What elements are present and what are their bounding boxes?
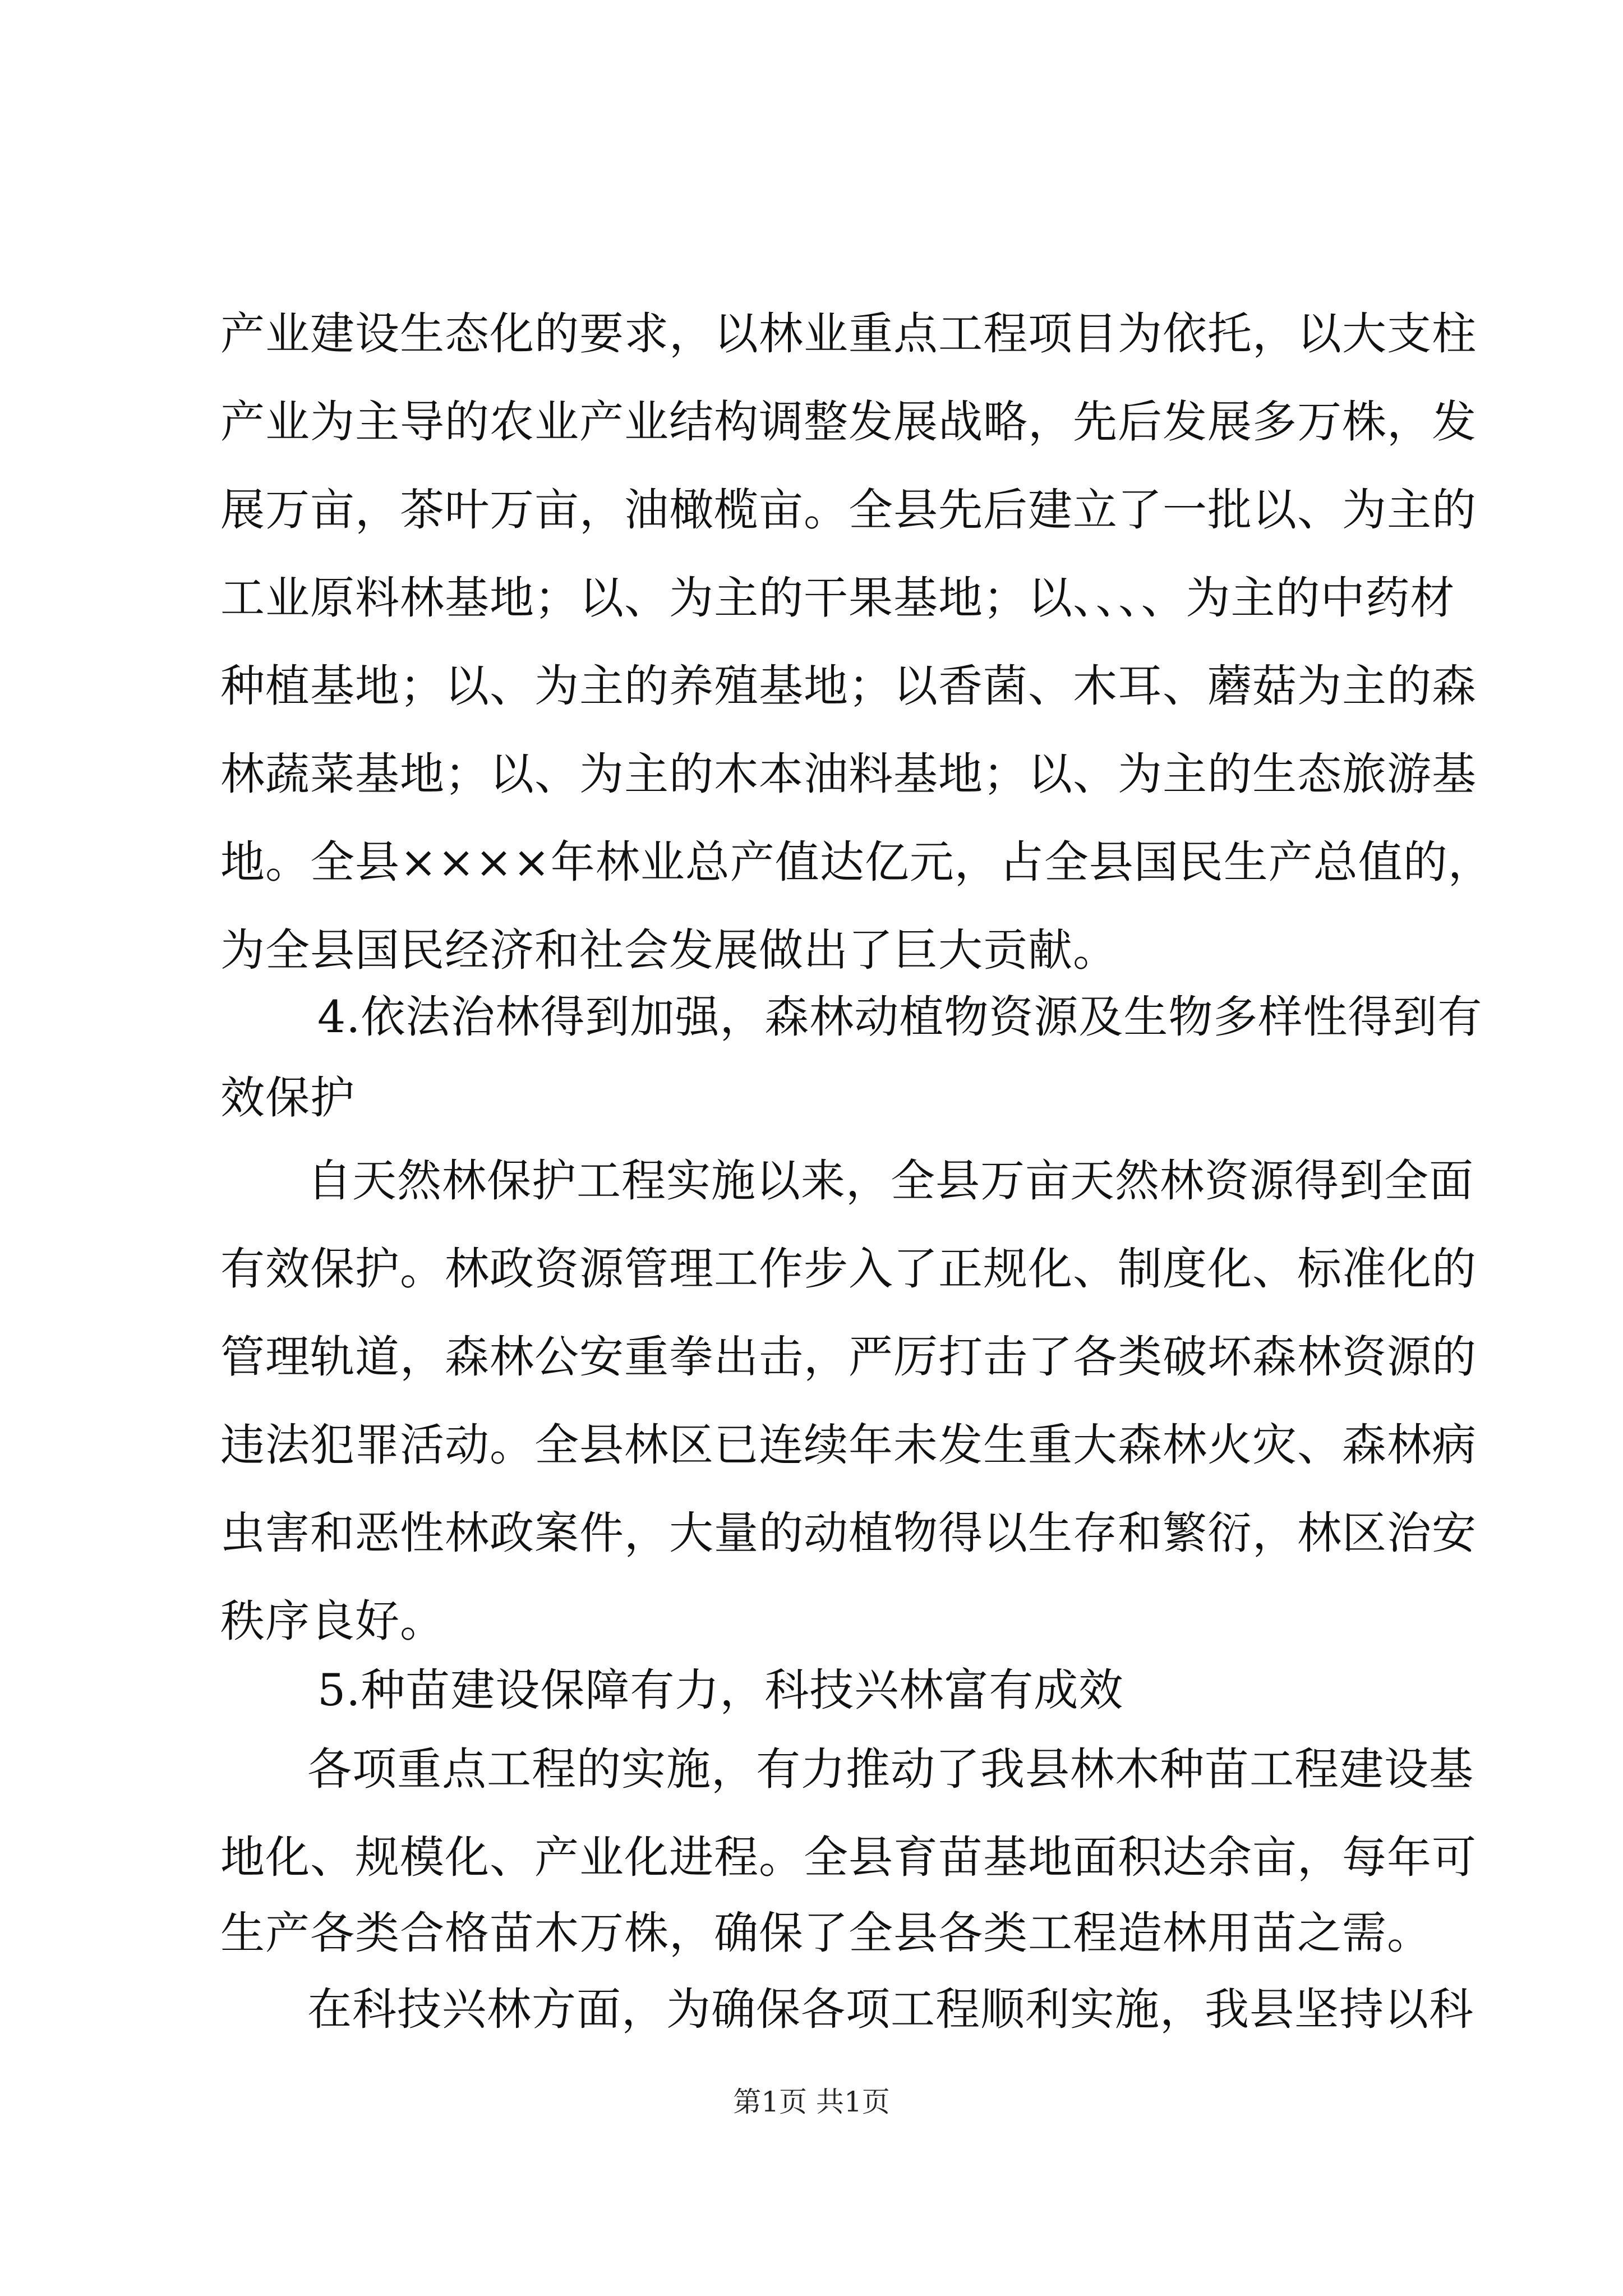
body-line: 生产各类合格苗木万株，确保了全县各类工程造林用苗之需。 bbox=[220, 1907, 1432, 1959]
body-line: 自天然林保护工程实施以来，全县万亩天然林资源得到全面 bbox=[307, 1155, 1474, 1207]
page-footer: 第1页 共1页 bbox=[733, 2086, 890, 2118]
body-line: 地化、规模化、产业化进程。全县育苗基地面积达余亩，每年可 bbox=[220, 1832, 1477, 1883]
body-line: 为全县国民经济和社会发展做出了巨大贡献。 bbox=[220, 924, 1118, 976]
section-heading: 5.种苗建设保障有力，科技兴林富有成效 bbox=[317, 1664, 1124, 1716]
body-line: 各项重点工程的实施，有力推动了我县林木种苗工程建设基 bbox=[307, 1743, 1474, 1795]
section-heading-continuation: 效保护 bbox=[220, 1072, 355, 1124]
body-line: 虫害和恶性林政案件，大量的动植物得以生存和繁衍，林区治安 bbox=[220, 1507, 1477, 1559]
body-line: 种植基地；以、为主的养殖基地；以香菌、木耳、蘑菇为主的森 bbox=[220, 660, 1477, 712]
body-line: 地。全县××××年林业总产值达亿元，占全县国民生产总值的， bbox=[220, 836, 1493, 888]
body-line: 展万亩，茶叶万亩，油橄榄亩。全县先后建立了一批以、为主的 bbox=[220, 484, 1477, 536]
body-line: 产业建设生态化的要求，以林业重点工程项目为依托，以大支柱 bbox=[220, 308, 1477, 360]
body-line: 林蔬菜基地；以、为主的木本油料基地；以、为主的生态旅游基 bbox=[220, 748, 1477, 800]
body-line: 在科技兴林方面，为确保各项工程顺利实施，我县坚持以科 bbox=[307, 1984, 1474, 2035]
body-line: 违法犯罪活动。全县林区已连续年未发生重大森林火灾、森林病 bbox=[220, 1419, 1477, 1471]
body-line: 有效保护。林政资源管理工作步入了正规化、制度化、标准化的 bbox=[220, 1243, 1477, 1295]
body-line: 秩序良好。 bbox=[220, 1595, 445, 1647]
body-line: 工业原料林基地；以、为主的干果基地；以、、、、为主的中药材 bbox=[220, 572, 1455, 624]
body-line: 管理轨道，森林公安重拳出击，严厉打击了各类破坏森林资源的 bbox=[220, 1331, 1477, 1383]
body-line: 产业为主导的农业产业结构调整发展战略，先后发展多万株，发 bbox=[220, 396, 1477, 448]
section-heading: 4.依法治林得到加强，森林动植物资源及生物多样性得到有 bbox=[317, 991, 1483, 1043]
